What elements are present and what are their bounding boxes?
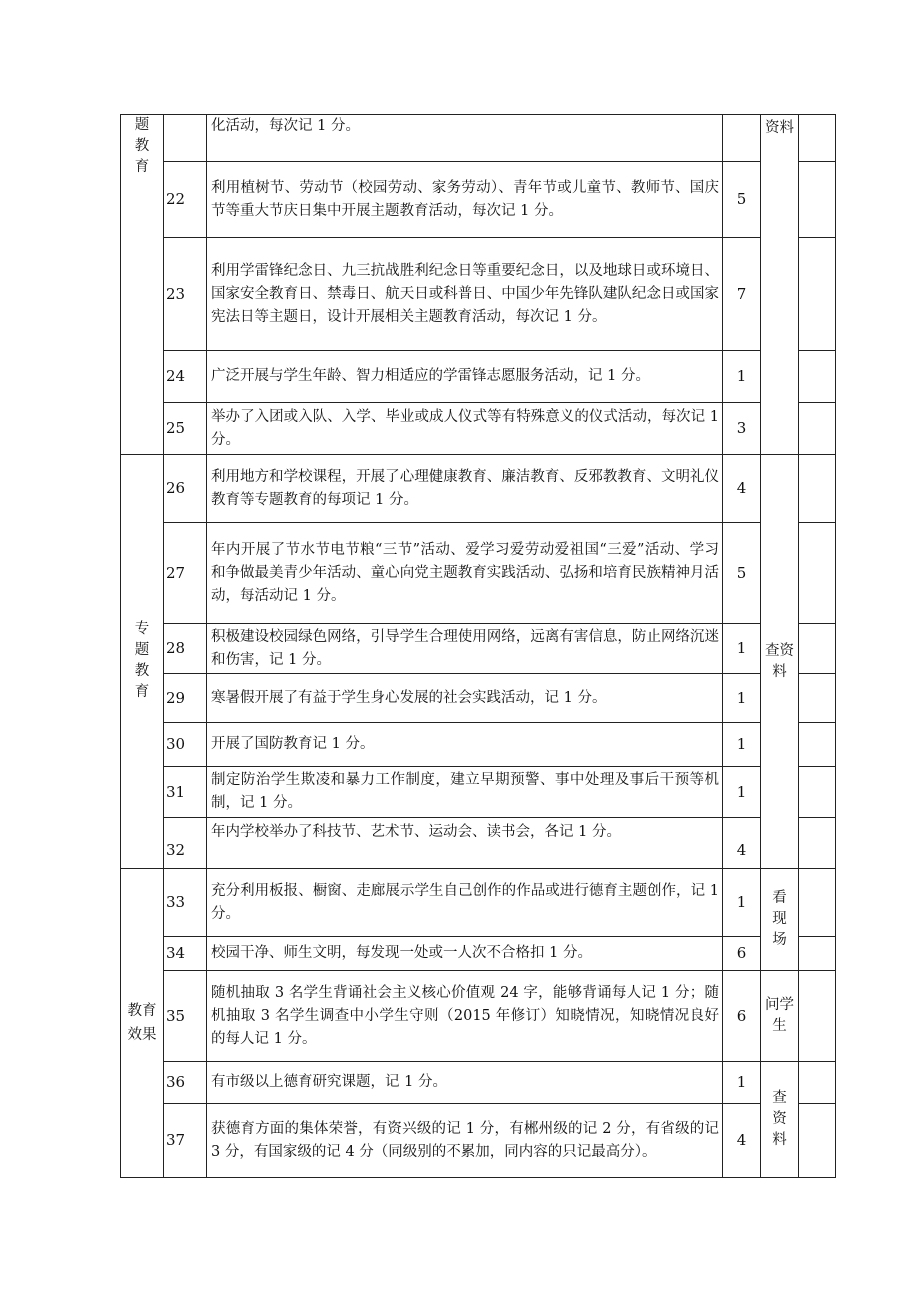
blank-cell bbox=[799, 1104, 836, 1178]
table-row bbox=[121, 115, 836, 162]
table-row bbox=[121, 403, 836, 455]
item-number: 34 bbox=[164, 937, 207, 971]
item-number: 27 bbox=[164, 523, 207, 624]
table-row bbox=[121, 971, 836, 1062]
section-label: 专题教育 bbox=[134, 621, 150, 700]
table-row bbox=[121, 624, 836, 674]
blank-cell bbox=[799, 403, 836, 455]
item-number bbox=[164, 115, 207, 162]
table-row bbox=[121, 767, 836, 818]
blank-cell bbox=[799, 351, 836, 403]
blank-cell bbox=[799, 238, 836, 351]
item-description: 利用地方和学校课程，开展了心理健康教育、廉洁教育、反邪教教育、文明礼仪教育等专题教育的每项记 1 分。 bbox=[207, 455, 723, 523]
item-score: 1 bbox=[723, 674, 761, 723]
item-description: 举办了入团或入队、入学、毕业或成人仪式等有特殊意义的仪式活动，每次记 1 分。 bbox=[207, 403, 723, 455]
table-row bbox=[121, 674, 836, 723]
item-description: 开展了国防教育记 1 分。 bbox=[207, 723, 723, 767]
item-score: 5 bbox=[723, 523, 761, 624]
item-score bbox=[723, 115, 761, 162]
table-row bbox=[121, 869, 836, 937]
item-score: 1 bbox=[723, 624, 761, 674]
method-label: 资料 bbox=[765, 120, 794, 136]
item-score: 1 bbox=[723, 1062, 761, 1104]
item-score: 7 bbox=[723, 238, 761, 351]
table-row bbox=[121, 723, 836, 767]
item-number: 35 bbox=[164, 971, 207, 1062]
method-cell bbox=[761, 869, 799, 971]
item-description: 获德育方面的集体荣誉，有资兴级的记 1 分，有郴州级的记 2 分，有省级的记 3 分，有国家级的记 4 分（同级别的不累加，同内容的只记最高分）。 bbox=[207, 1104, 723, 1178]
section-education-effect bbox=[121, 869, 164, 1178]
item-score: 4 bbox=[723, 1104, 761, 1178]
table-row bbox=[121, 523, 836, 624]
item-description: 年内学校举办了科技节、艺术节、运动会、读书会，各记 1 分。 bbox=[207, 818, 723, 869]
blank-cell bbox=[799, 115, 836, 162]
item-description: 充分利用板报、橱窗、走廊展示学生自己创作的作品或进行德育主题创作，记 1 分。 bbox=[207, 869, 723, 937]
section-theme-education bbox=[121, 115, 164, 455]
item-description: 有市级以上德育研究课题，记 1 分。 bbox=[207, 1062, 723, 1104]
item-number: 32 bbox=[164, 818, 207, 869]
table-row bbox=[121, 1062, 836, 1104]
item-number: 29 bbox=[164, 674, 207, 723]
method-label: 问学生 bbox=[764, 997, 794, 1034]
item-number: 36 bbox=[164, 1062, 207, 1104]
item-description: 随机抽取 3 名学生背诵社会主义核心价值观 24 字，能够背诵每人记 1 分；随机抽取 3 名学生调查中小学生守则（2015 年修订）知晓情况，知晓情况良好的每人记 1 分。 bbox=[207, 971, 723, 1062]
item-description: 寒暑假开展了有益于学生身心发展的社会实践活动，记 1 分。 bbox=[207, 674, 723, 723]
method-label: 看现场 bbox=[772, 890, 787, 948]
table-row bbox=[121, 455, 836, 523]
table-row bbox=[121, 238, 836, 351]
blank-cell bbox=[799, 723, 836, 767]
item-number: 24 bbox=[164, 351, 207, 403]
item-score: 5 bbox=[723, 162, 761, 238]
item-description: 利用植树节、劳动节（校园劳动、家务劳动）、青年节或儿童节、教师节、国庆节等重大节庆日集中开展主题教育活动，每次记 1 分。 bbox=[207, 162, 723, 238]
item-score: 6 bbox=[723, 937, 761, 971]
item-score: 6 bbox=[723, 971, 761, 1062]
item-score: 1 bbox=[723, 351, 761, 403]
item-description: 广泛开展与学生年龄、智力相适应的学雷锋志愿服务活动，记 1 分。 bbox=[207, 351, 723, 403]
item-score: 4 bbox=[723, 455, 761, 523]
blank-cell bbox=[799, 162, 836, 238]
blank-cell bbox=[799, 971, 836, 1062]
item-number: 31 bbox=[164, 767, 207, 818]
blank-cell bbox=[799, 869, 836, 937]
item-description: 制定防治学生欺凌和暴力工作制度，建立早期预警、事中处理及事后干预等机制，记 1 分。 bbox=[207, 767, 723, 818]
blank-cell bbox=[799, 674, 836, 723]
item-number: 23 bbox=[164, 238, 207, 351]
blank-cell bbox=[799, 767, 836, 818]
blank-cell bbox=[799, 937, 836, 971]
method-label: 查资料 bbox=[772, 1090, 787, 1148]
section-special-education bbox=[121, 455, 164, 869]
table-row bbox=[121, 351, 836, 403]
item-score: 1 bbox=[723, 869, 761, 937]
table-row bbox=[121, 937, 836, 971]
method-cell bbox=[761, 115, 799, 455]
blank-cell bbox=[799, 455, 836, 523]
table-row bbox=[121, 818, 836, 869]
item-description: 年内开展了节水节电节粮“三节”活动、爱学习爱劳动爱祖国“三爱”活动、学习和争做最美青少年活动、童心向党主题教育实践活动、弘扬和培育民族精神月活动，每活动记 1 分。 bbox=[207, 523, 723, 624]
item-score: 1 bbox=[723, 767, 761, 818]
method-cell bbox=[761, 455, 799, 869]
item-number: 28 bbox=[164, 624, 207, 674]
blank-cell bbox=[799, 523, 836, 624]
table-row bbox=[121, 1104, 836, 1178]
item-description: 化活动，每次记 1 分。 bbox=[207, 115, 723, 162]
blank-cell bbox=[799, 1062, 836, 1104]
method-cell bbox=[761, 971, 799, 1062]
method-cell bbox=[761, 1062, 799, 1178]
blank-cell bbox=[799, 624, 836, 674]
item-score: 1 bbox=[723, 723, 761, 767]
item-description: 利用学雷锋纪念日、九三抗战胜利纪念日等重要纪念日，以及地球日或环境日、国家安全教育日、禁毒日、航天日或科普日、中国少年先锋队建队纪念日或国家宪法日等主题日，设计开展相关主题教育活动，每次记 1 分。 bbox=[207, 238, 723, 351]
item-score: 3 bbox=[723, 403, 761, 455]
item-number: 25 bbox=[164, 403, 207, 455]
item-number: 30 bbox=[164, 723, 207, 767]
item-description: 校园干净、师生文明，每发现一处或一人次不合格扣 1 分。 bbox=[207, 937, 723, 971]
section-label: 教育效果 bbox=[127, 1003, 157, 1043]
item-score: 4 bbox=[723, 818, 761, 869]
item-description: 积极建设校园绿色网络，引导学生合理使用网络，远离有害信息，防止网络沉迷和伤害，记 1 分。 bbox=[207, 624, 723, 674]
item-number: 22 bbox=[164, 162, 207, 238]
item-number: 26 bbox=[164, 455, 207, 523]
method-label: 查资料 bbox=[764, 642, 794, 680]
table-row bbox=[121, 162, 836, 238]
item-number: 33 bbox=[164, 869, 207, 937]
section-label: 题教育 bbox=[134, 117, 150, 175]
blank-cell bbox=[799, 818, 836, 869]
evaluation-table bbox=[120, 114, 836, 1178]
item-number: 37 bbox=[164, 1104, 207, 1178]
